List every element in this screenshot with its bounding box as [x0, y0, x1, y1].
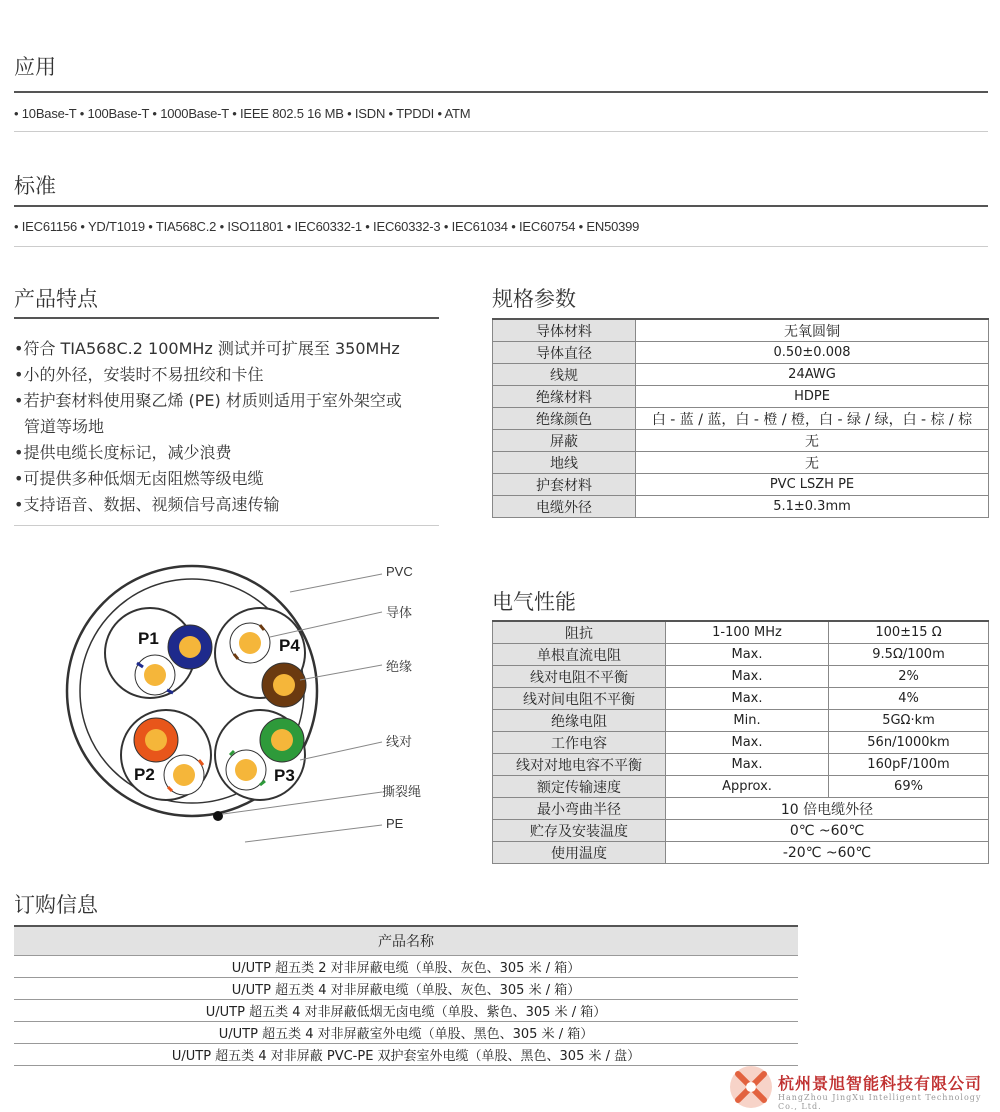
copper-core: [273, 674, 295, 696]
electrical-label: 额定传输速度: [493, 776, 666, 798]
electrical-table: [492, 620, 989, 864]
electrical-value: 100±15 Ω: [829, 621, 989, 644]
feature-item: • 若护套材料使用聚乙烯 (PE) 材质则适用于室外架空或: [14, 388, 444, 414]
spec-value: 0.50±0.008: [636, 342, 989, 364]
application-title: 应用: [14, 55, 56, 79]
feature-item-continuation: 管道等场地: [24, 417, 105, 436]
electrical-cond: Min.: [666, 710, 829, 732]
specs-row: [493, 452, 989, 474]
standards-rule: [14, 205, 988, 207]
spec-label: 导体直径: [493, 342, 636, 364]
electrical-cond: Max.: [666, 732, 829, 754]
specs-row: [493, 342, 989, 364]
callout-insulation: 绝缘: [386, 660, 413, 675]
features-list: [14, 336, 444, 518]
product-name: U/UTP 超五类 2 对非屏蔽电缆（单股、灰色、305 米 / 箱）: [14, 956, 798, 978]
specs-row: [493, 430, 989, 452]
electrical-value: 2%: [829, 666, 989, 688]
callout-pe: PE: [386, 816, 404, 831]
electrical-label: 工作电容: [493, 732, 666, 754]
company-name-cn: 杭州景旭智能科技有限公司: [778, 1074, 983, 1093]
electrical-value: 4%: [829, 688, 989, 710]
callout-line-pe: [245, 825, 382, 842]
copper-core: [271, 729, 293, 751]
ordering-row: [14, 1044, 798, 1066]
spec-value: 无氧圆铜: [636, 319, 989, 342]
product-name: U/UTP 超五类 4 对非屏蔽低烟无卤电缆（单股、紫色、305 米 / 箱）: [14, 1000, 798, 1022]
electrical-label: 线对对地电容不平衡: [493, 754, 666, 776]
electrical-label: 使用温度: [493, 842, 666, 864]
electrical-title: 电气性能: [492, 590, 576, 614]
application-divider: [14, 131, 988, 132]
electrical-value: 56n/1000km: [829, 732, 989, 754]
electrical-row: [493, 798, 989, 820]
ordering-table: [14, 925, 798, 1066]
copper-core: [235, 759, 257, 781]
features-divider: [14, 525, 439, 526]
company-name-en: HangZhou JingXu Intelligent Technology Co., Ltd.: [778, 1093, 982, 1111]
application-rule: [14, 91, 988, 93]
spec-value: 5.1±0.3mm: [636, 496, 989, 518]
electrical-cond: Approx.: [666, 776, 829, 798]
standards-list: • IEC61156 • YD/T1019 • TIA568C.2 • ISO11801 • IEC60332-1 • IEC60332-3 • IEC61034 • IEC60754 • EN50399: [14, 219, 640, 234]
callout-pvc: PVC: [386, 564, 413, 579]
electrical-row: [493, 776, 989, 798]
cable-cross-section-diagram: [60, 555, 440, 855]
electrical-label: 最小弯曲半径: [493, 798, 666, 820]
ordering-row: [14, 1000, 798, 1022]
feature-item: • 符合 TIA568C.2 100MHz 测试并可扩展至 350MHz: [14, 336, 444, 362]
electrical-label: 单根直流电阻: [493, 644, 666, 666]
feature-item: • 支持语音、数据、视频信号高速传输: [14, 492, 444, 518]
feature-item: • 小的外径，安装时不易扭绞和卡住: [14, 362, 444, 388]
electrical-label: 绝缘电阻: [493, 710, 666, 732]
ordering-row: [14, 956, 798, 978]
standards-title: 标准: [14, 174, 56, 198]
electrical-value: -20℃ ~60℃: [666, 842, 989, 864]
ordering-row: [14, 1022, 798, 1044]
specs-row: [493, 496, 989, 518]
electrical-row: [493, 666, 989, 688]
electrical-value: 69%: [829, 776, 989, 798]
electrical-cond: Max.: [666, 688, 829, 710]
electrical-value: 160pF/100m: [829, 754, 989, 776]
specs-row: [493, 319, 989, 342]
electrical-cond: Max.: [666, 644, 829, 666]
features-rule: [14, 317, 439, 319]
copper-core: [145, 729, 167, 751]
callout-pair: 线对: [386, 735, 413, 750]
specs-row: [493, 364, 989, 386]
electrical-cond: Max.: [666, 754, 829, 776]
spec-label: 绝缘颜色: [493, 408, 636, 430]
product-name: U/UTP 超五类 4 对非屏蔽 PVC-PE 双护套室外电缆（单股、黑色、305 米 / 盘）: [14, 1044, 798, 1066]
callout-ripcord: 撕裂绳: [382, 785, 422, 800]
ordering-header-row: [14, 926, 798, 956]
feature-item: • 提供电缆长度标记，减少浪费: [14, 440, 444, 466]
spec-value: 白 - 蓝 / 蓝，白 - 橙 / 橙，白 - 绿 / 绿，白 - 棕 / 棕: [636, 408, 989, 430]
electrical-label: 线对间电阻不平衡: [493, 688, 666, 710]
electrical-row: [493, 732, 989, 754]
electrical-row: [493, 710, 989, 732]
spec-label: 护套材料: [493, 474, 636, 496]
specs-row: [493, 408, 989, 430]
specs-row: [493, 386, 989, 408]
copper-core: [239, 632, 261, 654]
specs-table: [492, 318, 989, 518]
electrical-value: 0℃ ~60℃: [666, 820, 989, 842]
feature-item: • 可提供多种低烟无卤阻燃等级电缆: [14, 466, 444, 492]
callout-line-pair: [300, 742, 382, 760]
specs-row: [493, 474, 989, 496]
callout-line-pvc: [290, 574, 382, 592]
electrical-row: [493, 688, 989, 710]
ordering-row: [14, 978, 798, 1000]
spec-value: 24AWG: [636, 364, 989, 386]
copper-core: [144, 664, 166, 686]
ordering-title: 订购信息: [14, 893, 98, 917]
spec-label: 电缆外径: [493, 496, 636, 518]
electrical-row: [493, 754, 989, 776]
electrical-row: [493, 842, 989, 864]
electrical-label: 阻抗: [493, 621, 666, 644]
spec-value: 无: [636, 430, 989, 452]
electrical-label: 线对电阻不平衡: [493, 666, 666, 688]
electrical-row: [493, 621, 989, 644]
spec-label: 导体材料: [493, 319, 636, 342]
spec-label: 绝缘材料: [493, 386, 636, 408]
spec-label: 地线: [493, 452, 636, 474]
spec-value: 无: [636, 452, 989, 474]
electrical-value: 10 倍电缆外径: [666, 798, 989, 820]
electrical-label: 贮存及安装温度: [493, 820, 666, 842]
product-name: U/UTP 超五类 4 对非屏蔽室外电缆（单股、黑色、305 米 / 箱）: [14, 1022, 798, 1044]
pair-label-p1: P1: [138, 629, 159, 648]
features-title: 产品特点: [14, 287, 98, 311]
company-logo-icon: [728, 1064, 774, 1110]
spec-label: 屏蔽: [493, 430, 636, 452]
spec-label: 线规: [493, 364, 636, 386]
electrical-row: [493, 820, 989, 842]
callout-conductor: 导体: [386, 606, 413, 621]
application-list: • 10Base-T • 100Base-T • 1000Base-T • IEEE 802.5 16 MB • ISDN • TPDDI • ATM: [14, 106, 471, 121]
pair-label-p3: P3: [274, 766, 295, 785]
pair-label-p4: P4: [279, 636, 300, 655]
electrical-cond: 1-100 MHz: [666, 621, 829, 644]
electrical-value: 9.5Ω/100m: [829, 644, 989, 666]
product-name: U/UTP 超五类 4 对非屏蔽电缆（单股、灰色、305 米 / 箱）: [14, 978, 798, 1000]
electrical-row: [493, 644, 989, 666]
specs-title: 规格参数: [492, 287, 576, 311]
rip-cord: [213, 811, 223, 821]
ordering-header: 产品名称: [14, 926, 798, 956]
copper-core: [179, 636, 201, 658]
electrical-cond: Max.: [666, 666, 829, 688]
electrical-value: 5GΩ·km: [829, 710, 989, 732]
copper-core: [173, 764, 195, 786]
pair-label-p2: P2: [134, 765, 155, 784]
spec-value: PVC LSZH PE: [636, 474, 989, 496]
spec-value: HDPE: [636, 386, 989, 408]
standards-divider: [14, 246, 988, 247]
